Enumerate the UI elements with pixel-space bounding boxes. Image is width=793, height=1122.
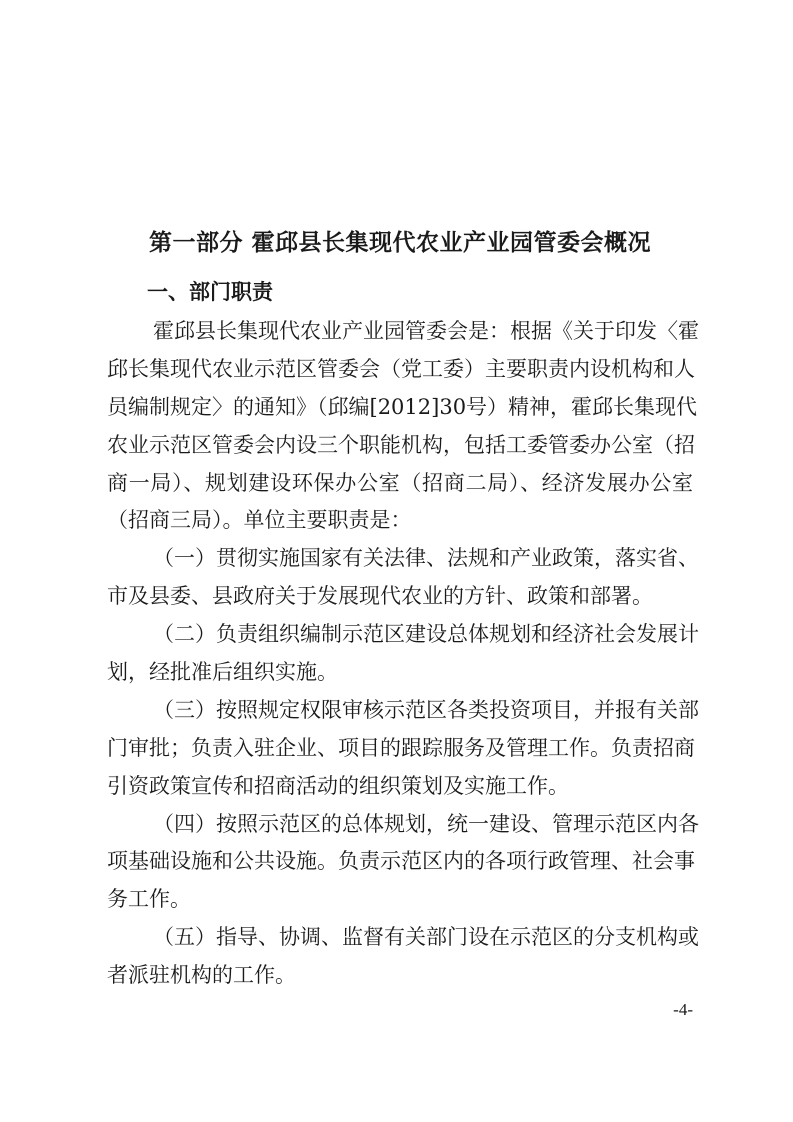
paragraph-line: 者派驻机构的工作。 <box>107 963 296 988</box>
paragraph-line: 市及县委、县政府关于发展现代农业的方针、政策和部署。 <box>107 584 653 609</box>
paragraph-line: 引资政策宣传和招商活动的组织策划及实施工作。 <box>107 773 569 798</box>
paragraph-line: （一）贯彻实施国家有关法律、法规和产业政策，落实省、 <box>153 546 699 571</box>
paragraph-line: 划，经批准后组织实施。 <box>107 660 338 685</box>
paragraph-line: （二）负责组织编制示范区建设总体规划和经济社会发展计 <box>153 622 699 647</box>
paragraph-line: （三）按照规定权限审核示范区各类投资项目，并报有关部 <box>153 697 699 722</box>
paragraph-line: 务工作。 <box>107 887 191 912</box>
document-body <box>107 313 699 995</box>
section-heading: 一、部门职责 <box>147 280 273 304</box>
page-number: -4- <box>673 1000 693 1019</box>
paragraph-line: 项基础设施和公共设施。负责示范区内的各项行政管理、社会事 <box>107 849 695 874</box>
paragraph-line: （招商三局）。单位主要职责是： <box>107 508 412 533</box>
paragraph-line: （四）按照示范区的总体规划，统一建设、管理示范区内各 <box>153 811 699 836</box>
paragraph-line: 商一局）、规划建设环保办公室（招商二局）、经济发展办公室 <box>107 470 693 495</box>
paragraph-line: 农业示范区管委会内设三个职能机构，包括工委管委办公室（招 <box>107 432 695 457</box>
paragraph-line: 门审批；负责入驻企业、项目的跟踪服务及管理工作。负责招商 <box>107 735 695 760</box>
paragraph-line: 邱长集现代农业示范区管委会（党工委）主要职责内设机构和人 <box>107 356 695 381</box>
page-title: 第一部分 霍邱县长集现代农业产业园管委会概况 <box>148 230 651 256</box>
paragraph-line: 霍邱县长集现代农业产业园管委会是：根据《关于印发〈霍 <box>153 319 699 343</box>
paragraph-line: 员编制规定〉的通知》（邱编[2012]30号）精神，霍邱长集现代 <box>107 394 698 419</box>
paragraph-line: （五）指导、协调、监督有关部门设在示范区的分支机构或 <box>153 925 699 950</box>
